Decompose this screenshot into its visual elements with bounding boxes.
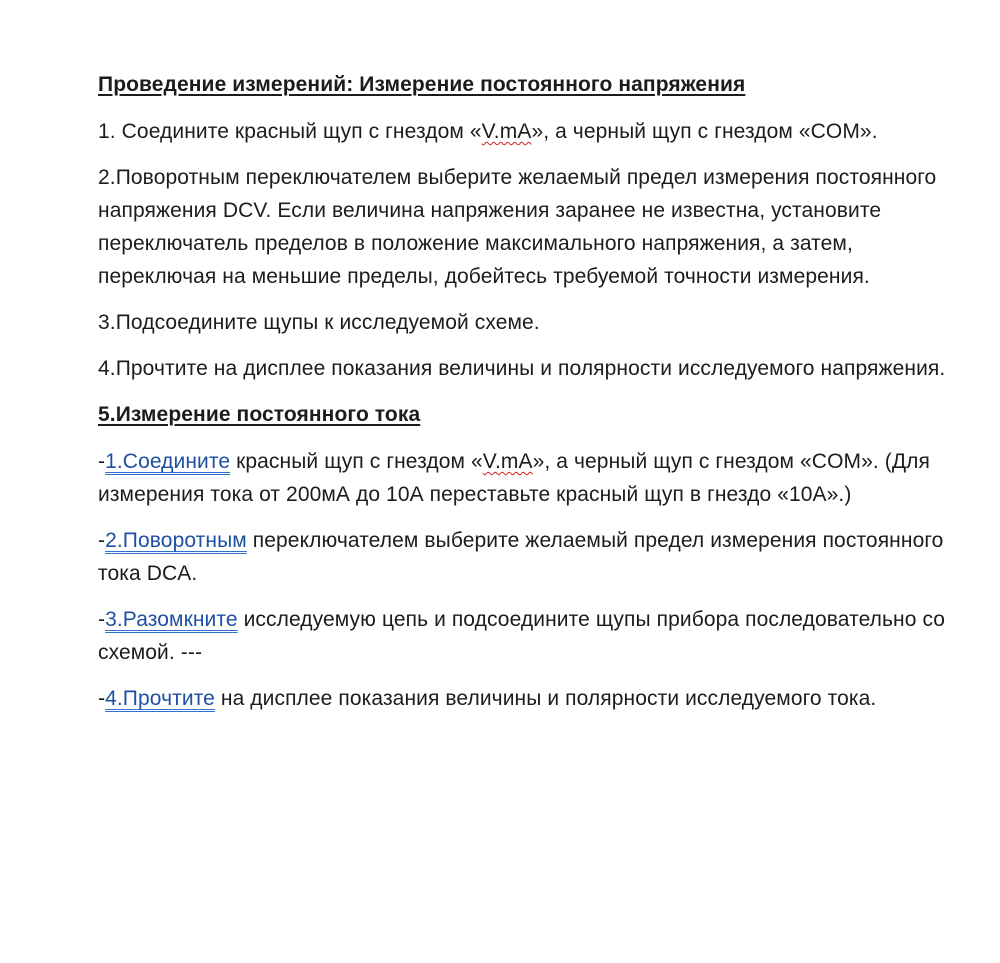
current-step-3 [98, 603, 958, 669]
document-page [98, 68, 958, 728]
spellcheck-flag-vma-2[interactable]: V.mA [482, 450, 533, 473]
current-step-4 [98, 682, 958, 715]
section-heading-voltage: Проведение измерений: Измерение постоянного напряжения [98, 73, 746, 96]
current-step-3-text: исследуемую цепь и подсоедините щупы прибора последовательно со схемой. --- [98, 608, 946, 664]
voltage-step-4: 4.Прочтите на дисплее показания величины и полярности исследуемого напряжения. [98, 357, 946, 380]
grammar-flag-step-4[interactable]: 4.Прочтите [105, 687, 215, 710]
grammar-flag-step-3[interactable]: 3.Разомкните [105, 608, 238, 631]
grammar-flag-step-2[interactable]: 2.Поворотным [105, 529, 247, 552]
dash: - [98, 608, 106, 631]
voltage-step-1-text-start: 1. Соедините красный щуп с гнездом « [98, 120, 482, 143]
current-step-1-text-mid: красный щуп с гнездом « [230, 450, 483, 473]
current-step-2-text: переключателем выберите желаемый предел измерения постоянного тока DCA. [98, 529, 944, 585]
current-step-1-text-end: », а черный щуп с гнездом «COM». (Для измерения тока от 200мА до 10А переставьте красный щуп в гнездо «10А».) [98, 450, 930, 506]
current-step-1 [98, 445, 958, 511]
current-step-2 [98, 524, 958, 590]
voltage-step-1 [98, 115, 958, 148]
grammar-flag-step-1[interactable]: 1.Соедините [105, 450, 231, 473]
voltage-step-3: 3.Подсоедините щупы к исследуемой схеме. [98, 311, 540, 334]
dash: - [98, 687, 106, 710]
voltage-step-1-text-end: », а черный щуп с гнездом «COM». [531, 120, 878, 143]
dash: - [98, 450, 106, 473]
section-heading-current: 5.Измерение постоянного тока [98, 403, 421, 426]
spellcheck-flag-vma[interactable]: V.mA [481, 120, 532, 143]
voltage-step-2: 2.Поворотным переключателем выберите желаемый предел измерения постоянного напряжения DCV. Если величина напряжения заранее не известна, установите переключатель пределов в положение максимального напряжения, а затем, переключая на меньшие пределы, добейтесь требуемой точности измерения. [98, 166, 937, 288]
current-step-4-text: на дисплее показания величины и полярности исследуемого тока. [214, 687, 877, 710]
dash: - [98, 529, 106, 552]
